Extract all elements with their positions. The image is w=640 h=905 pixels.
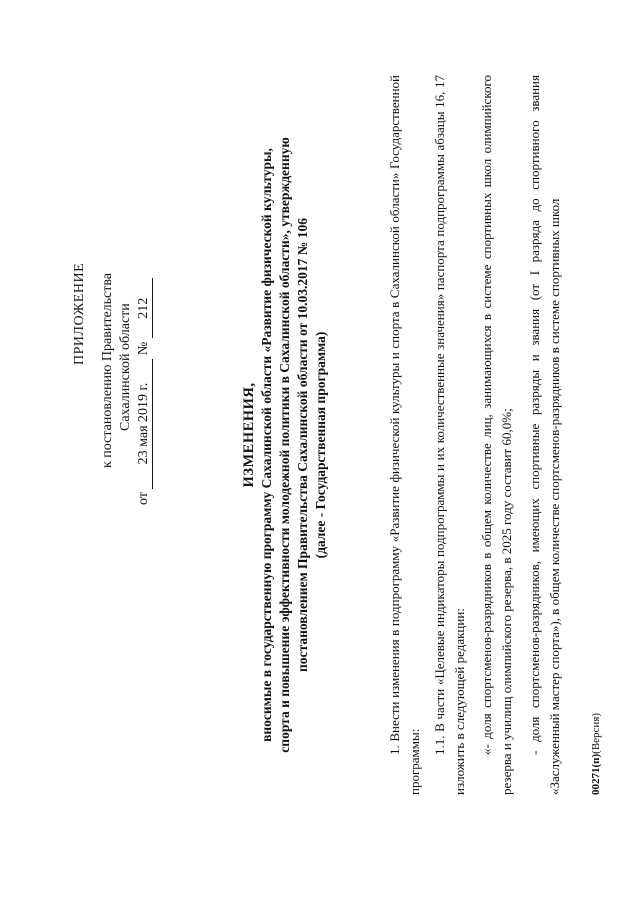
annex-number: 212 bbox=[136, 278, 153, 338]
annex-date: 23 мая 2019 г. bbox=[136, 359, 153, 489]
changes-line-3: постановлением Правительства Сахалинской области от 10.03.2017 № 106 bbox=[295, 218, 310, 672]
number-label: № bbox=[136, 341, 151, 356]
from-label: от bbox=[136, 492, 151, 505]
paragraph-1: 1. Внести изменения в подпрограмму «Развитие физической культуры и спорта в Сахалинской области» Государственной программы: bbox=[387, 75, 422, 795]
annex-date-line bbox=[136, 278, 153, 505]
paragraph-indicator-1: «- доля спортсменов-разрядников в общем количестве лиц, занимающихся в системе спортивных школ олимпийского резерва и училищ олимпийского резерва, в 2025 году составит 60,0%; bbox=[479, 75, 514, 795]
document-footer bbox=[590, 713, 602, 795]
paragraph-indicator-2: - доля спортсменов-разрядников, имеющих спортивные разряды и звания (от I разряда до спортивного звания «Заслуженный мастер спорта»), в общем количестве спортсменов-разрядников в системе спортивных школ bbox=[527, 75, 562, 795]
changes-line-2: спорта и повышение эффективности молодежной политики в Сахалинской области», утвержденную bbox=[277, 137, 292, 753]
annex-line-1: к постановлению Правительства bbox=[100, 272, 115, 468]
footer-code: 00271(п) bbox=[590, 753, 602, 795]
changes-line-1: вносимые в государственную программу Сахалинской области «Развитие физической культуры, bbox=[259, 148, 274, 742]
paragraph-1-1: 1.1. В части «Целевые индикаторы подпрограммы и их количественные значения» паспорта подпрограммы абзацы 16, 17 изложить в следующей редакции: bbox=[432, 75, 467, 795]
changes-title: ИЗМЕНЕНИЯ, bbox=[241, 382, 257, 488]
footer-version: (Версия) bbox=[590, 712, 602, 754]
changes-line-4: (далее - Государственная программа) bbox=[313, 331, 328, 559]
annex-line-2: Сахалинской области bbox=[118, 303, 133, 431]
changes-description bbox=[258, 125, 330, 765]
annex-title: ПРИЛОЖЕНИЕ bbox=[72, 262, 87, 365]
